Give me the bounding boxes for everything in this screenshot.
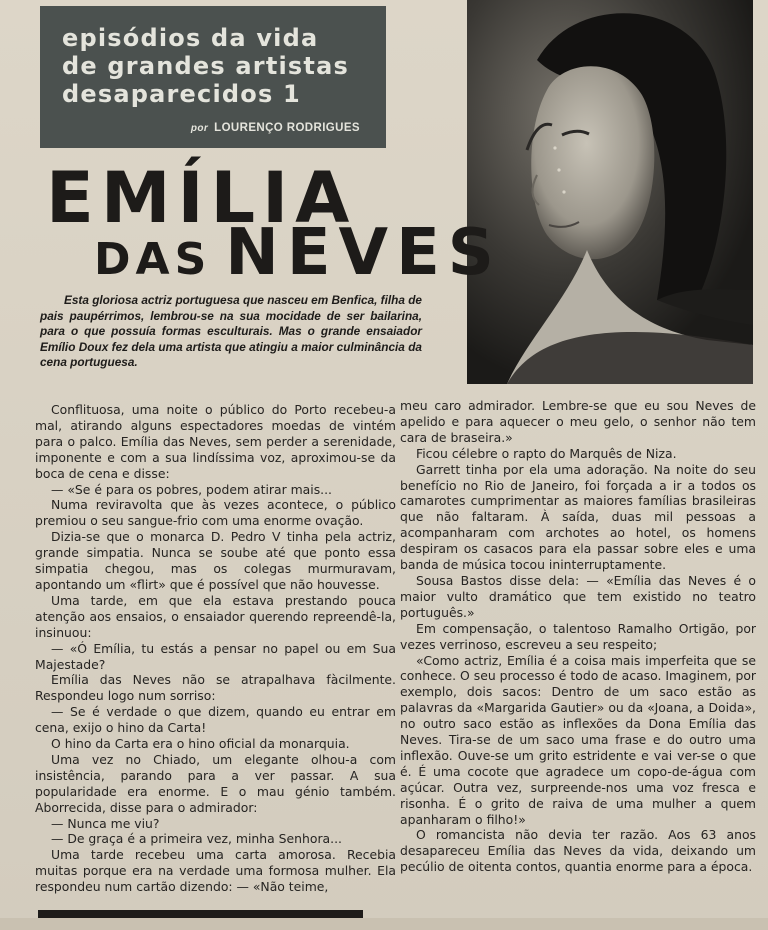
byline — [191, 122, 360, 134]
byline-prefix: por — [190, 123, 209, 134]
article-paragraph: O hino da Carta era o hino oficial da monarquia. — [51, 736, 350, 752]
article-paragraph: Uma vez no Chiado, um elegante olhou-a com insistência, parando para a ver passar. A sua popularidade era enorme. E o mau génio também. Aborrecida, disse para o admirador: — [35, 751, 396, 815]
article-paragraph: — De graça é a primeira vez, minha Senhora... — [51, 831, 342, 847]
series-title-line-2: de grandes artistas — [62, 52, 349, 80]
series-header-box — [40, 6, 386, 148]
article-paragraph: Sousa Bastos disse dela: — «Emília das Neves é o maior vulto dramático que tem existido no teatro português.» — [400, 572, 756, 620]
article-paragraph: «Como actriz, Emília é a coisa mais imperfeita que se conhece. O seu processo é todo de acaso. Imaginem, por exemplo, dois sacos: Dentro de um saco estão as palavras da «Margarida Gautier» ou da «Joana, a Doida», no outro saco estão as inflexões da Dona Emília das Neves. Tira-se de um saco uma frase e do outro uma inflexão. Ouve-se um grito estridente e vai ver-se o que é. É uma cocote que agradece um copo-de-água com açúcar. Outra vez, surpreende-nos uma voz fresca e risonha. É o grito de raiva de uma mulher a quem apanharam o filho!» — [400, 652, 756, 827]
article-paragraph: — Nunca me viu? — [51, 815, 160, 831]
article-paragraph: O romancista não devia ter razão. Aos 63 anos desapareceu Emília das Neves da vida, deixando um pecúlio de oitenta contos, quantia enorme para a época. — [400, 827, 756, 875]
series-title-line-3: desaparecidos 1 — [62, 80, 301, 108]
article-paragraph: Conflituosa, uma noite o público do Porto recebeu-a mal, atirando alguns espectadores moedas de vintém para o palco. Emília das Neves, sem perder a serenidade, imponente e com a sua lindíssima voz, aproximou-se da boca de cena e disse: — [35, 402, 396, 481]
article-paragraph: Em compensação, o talentoso Ramalho Ortigão, por vezes verrinoso, escreveu a seu respeito; — [400, 620, 756, 652]
lede-paragraph: Esta gloriosa actriz portuguesa que nasceu em Benfica, filha de pais paupérrimos, lembrou-se na sua mocidade de ser bailarina, para o que possuía formas esculturais. Mas o grande ensaiador Emílio Doux fez dela uma artista que atingiu a maior culminância da cena portuguesa. — [40, 293, 422, 370]
article-column-right — [400, 398, 756, 875]
article-paragraph: Ficou célebre o rapto do Marquês de Niza. — [416, 445, 677, 461]
article-paragraph: — «Ó Emília, tu estás a pensar no papel ou em Sua Majestade? — [35, 640, 396, 672]
article-title-das: DAS — [94, 234, 212, 285]
article-title-neves: NEVES — [225, 216, 502, 290]
page-bottom-edge — [0, 918, 768, 930]
article-paragraph: — Se é verdade o que dizem, quando eu entrar em cena, exijo o hino da Carta! — [35, 704, 396, 736]
article-paragraph: Emília das Neves não se atrapalhava fàcilmente. Respondeu logo num sorriso: — [35, 672, 396, 704]
article-paragraph: Dizia-se que o monarca D. Pedro V tinha pela actriz, grande simpatia. Nunca se soube até que ponto essa simpatia chegou, mas os colegas murmuravam, apontando um «flirt» que é possível que não houvesse. — [35, 529, 396, 592]
article-paragraph: meu caro admirador. Lembre-se que eu sou Neves de apelido e para aquecer o meu gelo, o senhor não tem cara de braseira.» — [400, 398, 756, 445]
article-paragraph: Uma tarde, em que ela estava prestando pouca atenção aos ensaios, o ensaiador querendo repreendê-la, insinuou: — [35, 592, 396, 640]
article-paragraph: Numa reviravolta que às vezes acontece, o público premiou o seu sangue-frio com uma enorme ovação. — [35, 497, 396, 529]
byline-author: LOURENÇO RODRIGUES — [214, 122, 360, 134]
portrait-illustration — [467, 0, 753, 384]
article-paragraph: Garrett tinha por ela uma adoração. Na noite do seu benefício no Rio de Janeiro, foi forçada a ir a todos os camarotes cumprimentar as maiores famílias brasileiras que não faltaram. À saída, duas mil pessoas a acompanharam com archotes ao hotel, os homens despiram os casacos para ela passar sobre eles e uma banda de música tocou ininterruptamente. — [400, 461, 756, 573]
article-title-line-2 — [94, 216, 502, 290]
series-title-line-1: episódios da vida — [62, 24, 319, 52]
article-title-line-1: EMÍLIA — [46, 157, 357, 239]
article-paragraph: — «Se é para os pobres, podem atirar mais... — [51, 481, 332, 497]
article-lede — [40, 293, 422, 371]
portrait-photo — [467, 0, 753, 384]
article-column-left — [35, 402, 396, 895]
article-paragraph: Uma tarde recebeu uma carta amorosa. Recebia muitas porque era na verdade uma formosa mulher. Ela respondeu num cartão dizendo: — «Não teime, — [35, 847, 396, 895]
